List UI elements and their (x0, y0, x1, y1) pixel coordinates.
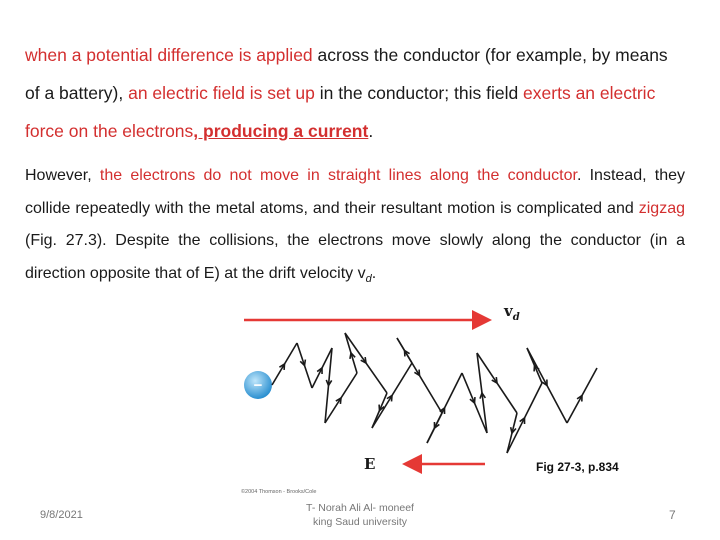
subscript: d (365, 272, 372, 285)
zigzag-path (272, 333, 597, 453)
footer-university: king Saud university (313, 516, 407, 528)
figure-caption: Fig 27-3, p.834 (536, 460, 619, 474)
copyright-note: ©2004 Thomson - Brooks/Cole (241, 489, 317, 495)
text-underlined-highlight: , producing a current (193, 121, 369, 141)
paragraph-intro (25, 36, 685, 150)
text-highlight: when a potential difference is applied (25, 45, 313, 65)
text-segment: . (371, 264, 377, 282)
footer-date: 9/8/2021 (40, 509, 83, 521)
zigzag-drift-figure (237, 293, 637, 483)
electron-sign: − (253, 377, 263, 394)
text-segment: . (368, 121, 374, 141)
text-highlight: an electric field is set up (128, 83, 315, 103)
paragraph-zigzag (25, 160, 685, 295)
footer-author-name: T- Norah Ali Al- moneef (306, 502, 414, 514)
text-segment: However, (25, 167, 100, 184)
footer-author (280, 501, 440, 529)
text-segment: across the conductor (for example, by means of a battery), (25, 45, 668, 103)
electric-field-label: E (364, 455, 376, 473)
text-segment: (Fig. 27.3). Despite the collisions, the electrons move slowly along the conductor (in a direction opposite that of E) at the drift velocity v (25, 232, 685, 282)
page-number: 7 (669, 508, 676, 522)
text-segment: . Instead, they collide repeatedly with the metal atoms, and their resultant motion is complicated and (25, 167, 685, 217)
text-highlight: zigzag (638, 199, 685, 217)
text-segment: in the conductor; this field (314, 83, 524, 103)
text-highlight: the electrons do not move in straight lines along the conductor (99, 167, 577, 184)
text-highlight: exerts an electric force on the electrons (25, 83, 656, 141)
drift-velocity-label: $v_d$ (504, 302, 520, 323)
